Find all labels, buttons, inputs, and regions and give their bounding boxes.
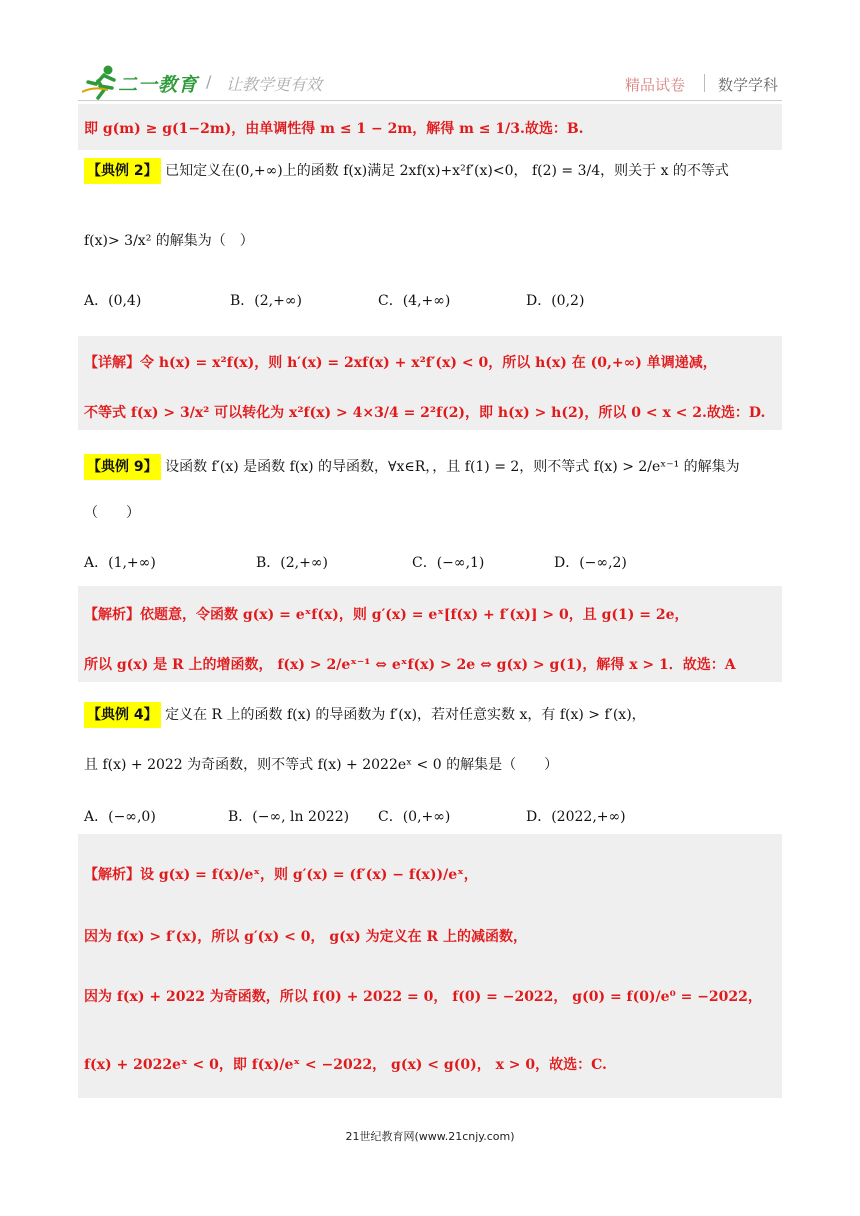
header-subject: 数学学科 — [718, 76, 779, 94]
example-9-option-b: B．(2,+∞) — [256, 555, 328, 571]
example-9-solution-line1: 【解析】依题意，令函数 g(x) = eˣf(x)，则 g′(x) = eˣ[f(x) + f′(x)] > 0，且 g(1) = 2e， — [84, 607, 689, 623]
example-4-option-b: B．(−∞, ln 2022) — [228, 809, 350, 825]
footer: 21世纪教育网(www.21cnjy.com) — [345, 1130, 515, 1143]
header-rule — [78, 100, 782, 101]
example-4-solution-line4: f(x) + 2022eˣ < 0，即 f(x)/eˣ < −2022， g(x) < g(0)， x > 0，故选：C. — [84, 1057, 607, 1073]
example-4-solution-line3: 因为 f(x) + 2022 为奇函数，所以 f(0) + 2022 = 0， f(0) = −2022， g(0) = f(0)/e⁰ = −2022， — [84, 989, 762, 1005]
example-9-solution-line2: 所以 g(x) 是 R 上的增函数， f(x) > 2/eˣ⁻¹ ⇔ eˣf(x) > 2e ⇔ g(x) > g(1)，解得 x > 1．故选：A — [84, 657, 736, 673]
example-4-solution-line2: 因为 f(x) > f′(x)，所以 g′(x) < 0， g(x) 为定义在 R 上的减函数， — [84, 929, 527, 945]
example-4-line1: 定义在 R 上的函数 f(x) 的导函数为 f′(x)，若对任意实数 x，有 f(x) > f′(x)， — [165, 707, 646, 723]
example-4-option-a: A．(−∞,0) — [84, 809, 156, 825]
example-4-line1-row — [84, 704, 646, 724]
header-slash: / — [206, 72, 212, 91]
example-9-line1: 设函数 f′(x) 是函数 f(x) 的导函数，∀x∈R，，且 f(1) = 2，则不等式 f(x) > 2/eˣ⁻¹ 的解集为 — [165, 459, 740, 475]
example-4-line2: 且 f(x) + 2022 为奇函数，则不等式 f(x) + 2022eˣ < 0 的解集是（ ） — [84, 757, 559, 773]
example-9-option-a: A．(1,+∞) — [84, 555, 156, 571]
example-2-line2: f(x)> 3/x² 的解集为（ ） — [84, 233, 254, 249]
example-4-option-d: D．(2022,+∞) — [526, 809, 626, 825]
example-4-option-c: C．(0,+∞) — [378, 809, 451, 825]
example-2-option-d: D．(0,2) — [526, 293, 585, 309]
example-2-solution-line2: 不等式 f(x) > 3/x² 可以转化为 x²f(x) > 4×3/4 = 2²f(2)，即 h(x) > h(2)，所以 0 < x < 2.故选：D. — [84, 405, 766, 421]
example-9-tag: 【典例 9】 — [84, 454, 161, 480]
example-2-option-c: C．(4,+∞) — [378, 293, 451, 309]
example-9-option-c: C．(−∞,1) — [412, 555, 485, 571]
example-2-tag: 【典例 2】 — [84, 158, 161, 184]
runner-logo-icon — [82, 64, 122, 100]
example-2-solution-line1: 【详解】令 h(x) = x²f(x)，则 h′(x) = 2xf(x) + x²f′(x) < 0，所以 h(x) 在 (0,+∞) 单调递减， — [84, 355, 717, 371]
example-2-option-a: A．(0,4) — [84, 293, 142, 309]
answer-prev-text: 即 g(m) ≥ g(1−2m)，由单调性得 m ≤ 1 − 2m，解得 m ≤ 1/3.故选：B. — [84, 121, 584, 137]
example-4-solution-line1: 【解析】设 g(x) = f(x)/eˣ，则 g′(x) = (f′(x) − f(x))/eˣ， — [84, 867, 478, 883]
header — [78, 62, 782, 102]
logo-text: 二一教育 — [118, 74, 199, 96]
example-9-line1-row — [84, 456, 740, 476]
example-9-option-d: D．(−∞,2) — [554, 555, 627, 571]
example-2-line1-row — [84, 160, 729, 180]
example-4-tag: 【典例 4】 — [84, 702, 161, 728]
example-9-line2: （ ） — [84, 505, 140, 521]
header-divider — [704, 74, 705, 92]
header-right-label: 精品试卷 — [625, 76, 686, 94]
slogan: 让教学更有效 — [226, 75, 323, 94]
example-2-option-b: B．(2,+∞) — [230, 293, 302, 309]
example-2-line1: 已知定义在(0,+∞)上的函数 f(x)满足 2xf(x)+x²f′(x)<0， f(2) = 3/4，则关于 x 的不等式 — [165, 163, 729, 179]
